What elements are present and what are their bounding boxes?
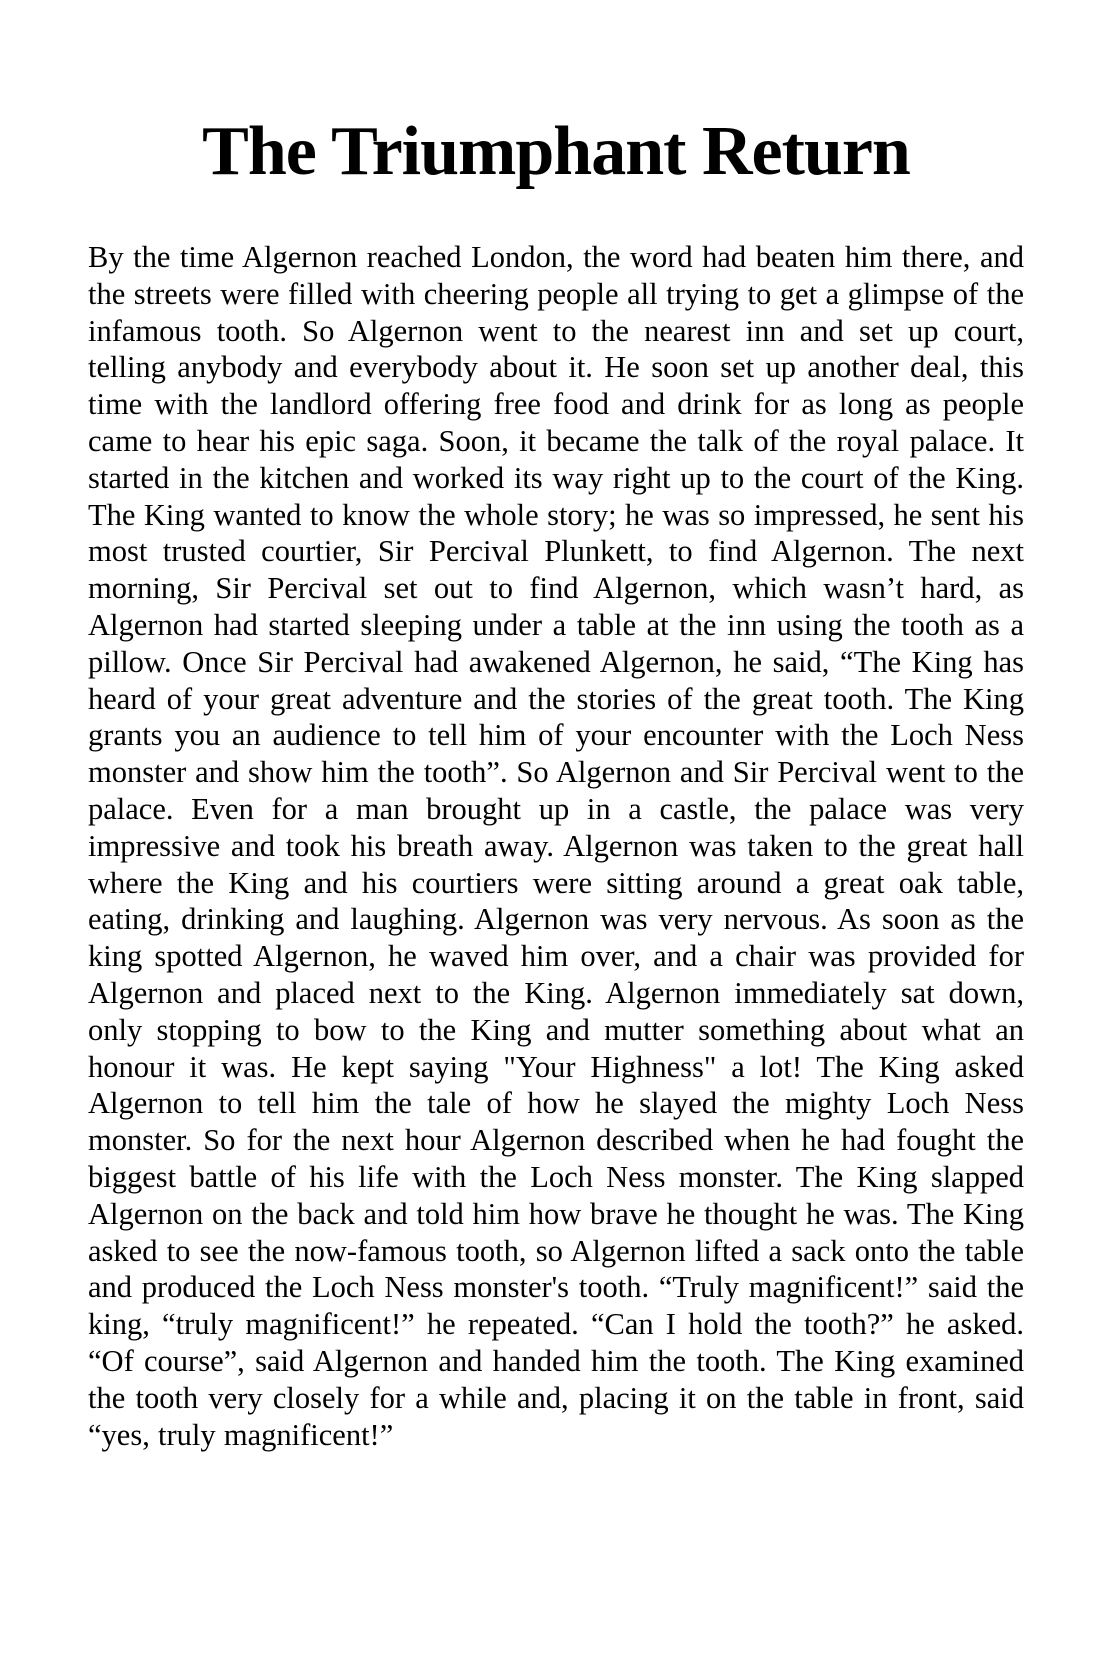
page-title: The Triumphant Return xyxy=(202,113,910,190)
story-paragraph: By the time Algernon reached London, the word had beaten him there, and the streets were filled with cheering people all trying to get a glimpse of the infamous tooth. So Algernon went to the nearest inn and set up court, telling anybody and everybody about it. He soon set up another deal, this time with the landlord offering free food and drink for as long as people came to hear his epic saga. Soon, it became the talk of the royal palace. It started in the kitchen and worked its way right up to the court of the King. The King wanted to know the whole story; he was so impressed, he sent his most trusted courtier, Sir Percival Plunkett, to find Algernon. The next morning, Sir Percival set out to find Algernon, which wasn’t hard, as Algernon had started sleeping under a table at the inn using the tooth as a pillow. Once Sir Percival had awakened Algernon, he said, “The King has heard of your great adventure and the stories of the great tooth. The King grants you an audience to tell him of your encounter with the Loch Ness monster and show him the tooth”. So Algernon and Sir Percival went to the palace. Even for a man brought up in a castle, the palace was very impressive and took his breath away. Algernon was taken to the great hall where the King and his courtiers were sitting around a great oak table, eating, drinking and laughing. Algernon was very nervous. As soon as the king spotted Algernon, he waved him over, and a chair was provided for Algernon and placed next to the King. Algernon immediately sat down, only stopping to bow to the King and mutter something about what an honour it was. He kept saying "Your Highness" a lot! The King asked Algernon to tell him the tale of how he slayed the mighty Loch Ness monster. So for the next hour Algernon described when he had fought the biggest battle of his life with the Loch Ness monster. The King slapped Algernon on the back and told him how brave he thought he was. The King asked to see the now-famous tooth, so Algernon lifted a sack onto the table and produced the Loch Ness monster's tooth. “Truly magnificent!” said the king, “truly magnificent!” he repeated. “Can I hold the tooth?” he asked. “Of course”, said Algernon and handed him the tooth. The King examined the tooth very closely for a while and, placing it on the table in front, said “yes, truly magnificent!” xyxy=(88,240,1024,1452)
